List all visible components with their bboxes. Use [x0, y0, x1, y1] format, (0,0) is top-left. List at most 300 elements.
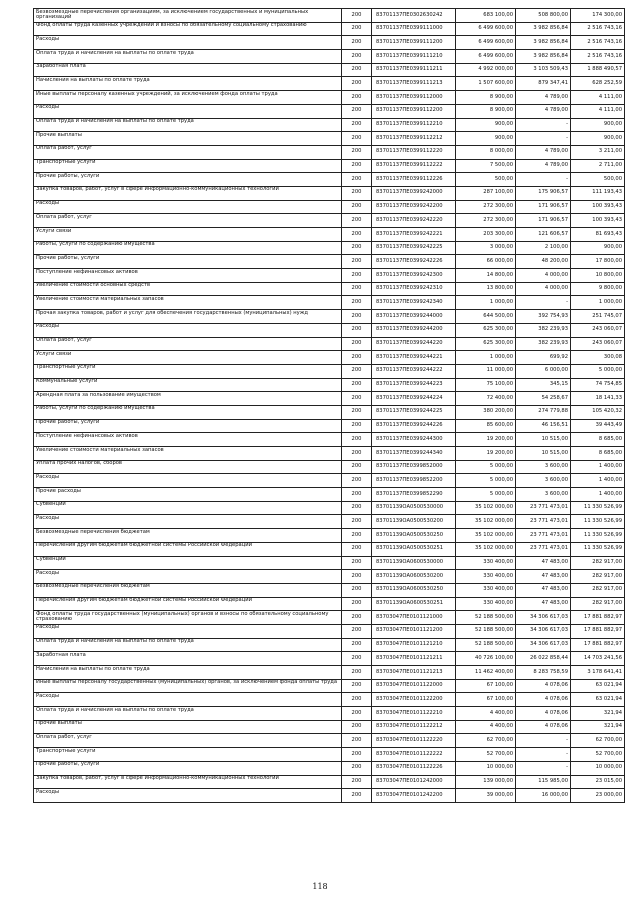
budget-classification-code-cell: 83703047ПЕ0101242000	[372, 775, 456, 789]
row-name-cell: Оплата работ, услуг	[34, 734, 342, 748]
table-row	[34, 460, 625, 474]
budget-classification-code-cell: 83701137ПЕ0399242300	[372, 269, 456, 283]
executed-amount-cell: 382 239,93	[516, 337, 571, 351]
line-code-cell: 200	[342, 761, 372, 775]
executed-amount-cell: 3 982 856,84	[516, 50, 571, 64]
approved-amount-cell: 8 000,00	[456, 145, 516, 159]
row-name-cell: Безвозмездные перечисления организациям, за исключением государственных и муниципальных организаций	[34, 9, 342, 23]
budget-classification-code-cell: 83701137ПЕ0399111210	[372, 50, 456, 64]
unexecuted-amount-cell: 251 745,07	[571, 310, 625, 324]
line-code-cell: 200	[342, 542, 372, 556]
table-row	[34, 9, 625, 23]
line-code-cell: 200	[342, 501, 372, 515]
line-code-cell: 200	[342, 91, 372, 105]
table-row	[34, 570, 625, 584]
unexecuted-amount-cell: 17 800,00	[571, 255, 625, 269]
approved-amount-cell: 72 400,00	[456, 392, 516, 406]
approved-amount-cell: 287 100,00	[456, 186, 516, 200]
table-row	[34, 118, 625, 132]
table-row	[34, 652, 625, 666]
row-name-cell: Поступление нефинансовых активов	[34, 433, 342, 447]
unexecuted-amount-cell: 17 881 882,97	[571, 638, 625, 652]
line-code-cell: 200	[342, 789, 372, 803]
approved-amount-cell: 8 900,00	[456, 104, 516, 118]
line-code-cell: 200	[342, 159, 372, 173]
approved-amount-cell: 1 000,00	[456, 351, 516, 365]
budget-classification-code-cell: 83701137ПЕ0399852200	[372, 474, 456, 488]
budget-classification-code-cell: 83701137ПЕ0399112212	[372, 132, 456, 146]
table-row	[34, 145, 625, 159]
table-row	[34, 364, 625, 378]
unexecuted-amount-cell: 1 400,00	[571, 488, 625, 502]
line-code-cell: 200	[342, 378, 372, 392]
approved-amount-cell: 380 200,00	[456, 405, 516, 419]
line-code-cell: 200	[342, 364, 372, 378]
table-row	[34, 734, 625, 748]
budget-classification-code-cell: 83703047ПЕ0101122210	[372, 707, 456, 721]
executed-amount-cell: 23 771 473,01	[516, 501, 571, 515]
unexecuted-amount-cell: 39 443,49	[571, 419, 625, 433]
executed-amount-cell: 345,15	[516, 378, 571, 392]
unexecuted-amount-cell: 10 000,00	[571, 761, 625, 775]
unexecuted-amount-cell: 17 881 882,97	[571, 624, 625, 638]
approved-amount-cell: 4 400,00	[456, 707, 516, 721]
table-row	[34, 173, 625, 187]
unexecuted-amount-cell: 243 060,07	[571, 323, 625, 337]
row-name-cell: Расходы	[34, 789, 342, 803]
unexecuted-amount-cell: 1 000,00	[571, 296, 625, 310]
line-code-cell: 200	[342, 707, 372, 721]
approved-amount-cell: 6 499 600,00	[456, 36, 516, 50]
executed-amount-cell: 16 000,00	[516, 789, 571, 803]
budget-classification-code-cell: 83701139ОА0500530250	[372, 529, 456, 543]
table-row	[34, 611, 625, 625]
row-name-cell: Перечисления другим бюджетам бюджетной системы Российской Федерации	[34, 542, 342, 556]
row-name-cell: Заработная плата	[34, 63, 342, 77]
row-name-cell: Закупка товаров, работ, услуг в сфере информационно-коммуникационных технологий	[34, 186, 342, 200]
budget-classification-code-cell: 83701139ОА0600530000	[372, 556, 456, 570]
table-row	[34, 255, 625, 269]
row-name-cell: Уплата прочих налогов, сборов	[34, 460, 342, 474]
executed-amount-cell: 4 078,06	[516, 707, 571, 721]
approved-amount-cell: 5 000,00	[456, 474, 516, 488]
executed-amount-cell: 392 754,93	[516, 310, 571, 324]
approved-amount-cell: 8 900,00	[456, 91, 516, 105]
row-name-cell: Расходы	[34, 693, 342, 707]
budget-classification-code-cell: 83701137ПЕ0399111000	[372, 22, 456, 36]
executed-amount-cell: 34 306 617,03	[516, 624, 571, 638]
approved-amount-cell: 67 100,00	[456, 679, 516, 693]
approved-amount-cell: 900,00	[456, 118, 516, 132]
approved-amount-cell: 4 992 000,00	[456, 63, 516, 77]
table-row	[34, 433, 625, 447]
unexecuted-amount-cell: 282 917,00	[571, 570, 625, 584]
line-code-cell: 200	[342, 351, 372, 365]
table-row	[34, 392, 625, 406]
line-code-cell: 200	[342, 529, 372, 543]
approved-amount-cell: 52 700,00	[456, 748, 516, 762]
executed-amount-cell: 47 483,00	[516, 570, 571, 584]
unexecuted-amount-cell: 62 700,00	[571, 734, 625, 748]
executed-amount-cell: 699,92	[516, 351, 571, 365]
table-row	[34, 693, 625, 707]
budget-classification-code-cell: 83701137ПЕ0399242220	[372, 214, 456, 228]
line-code-cell: 200	[342, 337, 372, 351]
table-row	[34, 132, 625, 146]
executed-amount-cell: 23 771 473,01	[516, 542, 571, 556]
line-code-cell: 200	[342, 200, 372, 214]
executed-amount-cell: 115 985,00	[516, 775, 571, 789]
row-name-cell: Услуги связи	[34, 228, 342, 242]
line-code-cell: 200	[342, 515, 372, 529]
table-row	[34, 447, 625, 461]
executed-amount-cell: 10 515,00	[516, 447, 571, 461]
row-name-cell: Начисления на выплаты по оплате труда	[34, 666, 342, 680]
approved-amount-cell: 644 500,00	[456, 310, 516, 324]
executed-amount-cell: 274 779,88	[516, 405, 571, 419]
budget-classification-code-cell: 83701137ПЕ0399244222	[372, 364, 456, 378]
unexecuted-amount-cell: 10 800,00	[571, 269, 625, 283]
row-name-cell: Безвозмездные перечисления бюджетам	[34, 583, 342, 597]
line-code-cell: 200	[342, 214, 372, 228]
row-name-cell: Оплата труда и начисления на выплаты по оплате труда	[34, 707, 342, 721]
unexecuted-amount-cell: 11 330 526,99	[571, 542, 625, 556]
executed-amount-cell: -	[516, 734, 571, 748]
unexecuted-amount-cell: 4 111,00	[571, 91, 625, 105]
budget-classification-code-cell: 83701137ПЕ0399244226	[372, 419, 456, 433]
unexecuted-amount-cell: 1 400,00	[571, 460, 625, 474]
row-name-cell: Расходы	[34, 474, 342, 488]
budget-classification-code-cell: 83703047ПЕ0101122212	[372, 720, 456, 734]
row-name-cell: Прочие работы, услуги	[34, 255, 342, 269]
executed-amount-cell: 3 600,00	[516, 474, 571, 488]
table-row	[34, 159, 625, 173]
executed-amount-cell: 879 347,41	[516, 77, 571, 91]
row-name-cell: Прочие выплаты	[34, 132, 342, 146]
unexecuted-amount-cell: 282 917,00	[571, 597, 625, 611]
table-row	[34, 419, 625, 433]
executed-amount-cell: 26 022 858,44	[516, 652, 571, 666]
budget-classification-code-cell: 83701137ПЕ0399112000	[372, 91, 456, 105]
approved-amount-cell: 330 400,00	[456, 556, 516, 570]
row-name-cell: Расходы	[34, 323, 342, 337]
line-code-cell: 200	[342, 693, 372, 707]
table-row	[34, 186, 625, 200]
line-code-cell: 200	[342, 419, 372, 433]
approved-amount-cell: 330 400,00	[456, 570, 516, 584]
unexecuted-amount-cell: 2 711,00	[571, 159, 625, 173]
approved-amount-cell: 75 100,00	[456, 378, 516, 392]
line-code-cell: 200	[342, 77, 372, 91]
line-code-cell: 200	[342, 241, 372, 255]
table-row	[34, 378, 625, 392]
row-name-cell: Транспортные услуги	[34, 364, 342, 378]
row-name-cell: Субвенции	[34, 501, 342, 515]
unexecuted-amount-cell: 11 330 526,99	[571, 501, 625, 515]
approved-amount-cell: 10 000,00	[456, 761, 516, 775]
line-code-cell: 200	[342, 474, 372, 488]
executed-amount-cell: 508 800,00	[516, 9, 571, 23]
table-row	[34, 748, 625, 762]
unexecuted-amount-cell: 1 400,00	[571, 474, 625, 488]
line-code-cell: 200	[342, 50, 372, 64]
unexecuted-amount-cell: 2 516 743,16	[571, 50, 625, 64]
table-row	[34, 488, 625, 502]
unexecuted-amount-cell: 81 693,43	[571, 228, 625, 242]
unexecuted-amount-cell: 8 685,00	[571, 447, 625, 461]
unexecuted-amount-cell: 900,00	[571, 132, 625, 146]
row-name-cell: Прочая закупка товаров, работ и услуг для обеспечения государственных (муниципальных) нужд	[34, 310, 342, 324]
row-name-cell: Работы, услуги по содержанию имущества	[34, 405, 342, 419]
unexecuted-amount-cell: 11 330 526,99	[571, 515, 625, 529]
budget-classification-code-cell: 83701137ПЕ0399111213	[372, 77, 456, 91]
approved-amount-cell: 900,00	[456, 132, 516, 146]
line-code-cell: 200	[342, 488, 372, 502]
row-name-cell: Начисления на выплаты по оплате труда	[34, 77, 342, 91]
approved-amount-cell: 139 000,00	[456, 775, 516, 789]
line-code-cell: 200	[342, 63, 372, 77]
budget-classification-code-cell: 83701137ПЕ0399244224	[372, 392, 456, 406]
table-row	[34, 474, 625, 488]
line-code-cell: 200	[342, 9, 372, 23]
row-name-cell: Безвозмездные перечисления бюджетам	[34, 529, 342, 543]
executed-amount-cell: 3 103 509,43	[516, 63, 571, 77]
line-code-cell: 200	[342, 323, 372, 337]
approved-amount-cell: 5 000,00	[456, 488, 516, 502]
unexecuted-amount-cell: 2 516 743,16	[571, 22, 625, 36]
row-name-cell: Оплата труда и начисления на выплаты по оплате труда	[34, 50, 342, 64]
budget-classification-code-cell: 83701139ОА0500530251	[372, 542, 456, 556]
budget-classification-code-cell: 83701137ПЕ0399244200	[372, 323, 456, 337]
executed-amount-cell: 4 789,00	[516, 159, 571, 173]
unexecuted-amount-cell: 174 300,00	[571, 9, 625, 23]
table-row	[34, 624, 625, 638]
line-code-cell: 200	[342, 132, 372, 146]
row-name-cell: Заработная плата	[34, 652, 342, 666]
row-name-cell: Оплата работ, услуг	[34, 214, 342, 228]
executed-amount-cell: 3 600,00	[516, 460, 571, 474]
unexecuted-amount-cell: 23 015,00	[571, 775, 625, 789]
executed-amount-cell: 23 771 473,01	[516, 515, 571, 529]
table-row	[34, 296, 625, 310]
table-row	[34, 63, 625, 77]
row-name-cell: Субвенции	[34, 556, 342, 570]
approved-amount-cell: 85 600,00	[456, 419, 516, 433]
row-name-cell: Услуги связи	[34, 351, 342, 365]
budget-classification-code-cell: 83703047ПЕ0101122222	[372, 748, 456, 762]
line-code-cell: 200	[342, 652, 372, 666]
executed-amount-cell: -	[516, 761, 571, 775]
line-code-cell: 200	[342, 638, 372, 652]
table-row	[34, 351, 625, 365]
budget-classification-code-cell: 83701137ПЕ0399111211	[372, 63, 456, 77]
unexecuted-amount-cell: 14 703 241,56	[571, 652, 625, 666]
approved-amount-cell: 35 102 000,00	[456, 529, 516, 543]
approved-amount-cell: 14 800,00	[456, 269, 516, 283]
budget-classification-code-cell: 83701139ОА0600530200	[372, 570, 456, 584]
budget-classification-code-cell: 83703047ПЕ0101122226	[372, 761, 456, 775]
budget-classification-code-cell: 83701137ПЕ0399244220	[372, 337, 456, 351]
executed-amount-cell: 4 000,00	[516, 269, 571, 283]
budget-classification-code-cell: 83701137ПЕ0302630242	[372, 9, 456, 23]
budget-classification-code-cell: 83703047ПЕ0101122200	[372, 693, 456, 707]
approved-amount-cell: 40 726 100,00	[456, 652, 516, 666]
table-row	[34, 707, 625, 721]
executed-amount-cell: 34 306 617,03	[516, 638, 571, 652]
budget-classification-code-cell: 83701137ПЕ0399244300	[372, 433, 456, 447]
unexecuted-amount-cell: 63 021,94	[571, 679, 625, 693]
budget-classification-code-cell: 83701137ПЕ0399111200	[372, 36, 456, 50]
unexecuted-amount-cell: 11 330 526,99	[571, 529, 625, 543]
line-code-cell: 200	[342, 296, 372, 310]
approved-amount-cell: 35 102 000,00	[456, 501, 516, 515]
budget-classification-code-cell: 83701137ПЕ0399244223	[372, 378, 456, 392]
row-name-cell: Оплата работ, услуг	[34, 145, 342, 159]
budget-classification-code-cell: 83701137ПЕ0399242225	[372, 241, 456, 255]
budget-execution-table	[33, 8, 625, 803]
unexecuted-amount-cell: 18 141,33	[571, 392, 625, 406]
line-code-cell: 200	[342, 775, 372, 789]
table-row	[34, 91, 625, 105]
row-name-cell: Фонд оплаты труда казенных учреждений и взносы по обязательному социальному страхованию	[34, 22, 342, 36]
approved-amount-cell: 11 462 400,00	[456, 666, 516, 680]
table-row	[34, 556, 625, 570]
table-row	[34, 200, 625, 214]
approved-amount-cell: 35 102 000,00	[456, 542, 516, 556]
line-code-cell: 200	[342, 310, 372, 324]
approved-amount-cell: 66 000,00	[456, 255, 516, 269]
budget-classification-code-cell: 83701139ОА0600530250	[372, 583, 456, 597]
row-name-cell: Прочие расходы	[34, 488, 342, 502]
line-code-cell: 200	[342, 392, 372, 406]
approved-amount-cell: 683 100,00	[456, 9, 516, 23]
budget-classification-code-cell: 83701139ОА0600530251	[372, 597, 456, 611]
executed-amount-cell: 4 078,06	[516, 679, 571, 693]
executed-amount-cell: -	[516, 748, 571, 762]
table-row	[34, 323, 625, 337]
approved-amount-cell: 625 300,00	[456, 323, 516, 337]
budget-classification-code-cell: 83701137ПЕ0399242200	[372, 200, 456, 214]
line-code-cell: 200	[342, 666, 372, 680]
unexecuted-amount-cell: 52 700,00	[571, 748, 625, 762]
line-code-cell: 200	[342, 145, 372, 159]
table-row	[34, 282, 625, 296]
budget-classification-code-cell: 83701137ПЕ0399112210	[372, 118, 456, 132]
approved-amount-cell: 39 000,00	[456, 789, 516, 803]
approved-amount-cell: 500,00	[456, 173, 516, 187]
approved-amount-cell: 52 188 500,00	[456, 624, 516, 638]
approved-amount-cell: 52 188 500,00	[456, 611, 516, 625]
executed-amount-cell: 3 600,00	[516, 488, 571, 502]
row-name-cell: Коммунальные услуги	[34, 378, 342, 392]
line-code-cell: 200	[342, 186, 372, 200]
budget-classification-code-cell: 83701137ПЕ0399244340	[372, 447, 456, 461]
executed-amount-cell: 3 982 856,84	[516, 36, 571, 50]
table-row	[34, 638, 625, 652]
executed-amount-cell: 382 239,93	[516, 323, 571, 337]
line-code-cell: 200	[342, 269, 372, 283]
table-row	[34, 228, 625, 242]
approved-amount-cell: 4 400,00	[456, 720, 516, 734]
row-name-cell: Работы, услуги по содержанию имущества	[34, 241, 342, 255]
table-row	[34, 405, 625, 419]
budget-classification-code-cell: 83703047ПЕ0101121000	[372, 611, 456, 625]
approved-amount-cell: 52 188 500,00	[456, 638, 516, 652]
row-name-cell: Перечисления другим бюджетам бюджетной системы Российской Федерации	[34, 597, 342, 611]
row-name-cell: Расходы	[34, 570, 342, 584]
table-row	[34, 789, 625, 803]
unexecuted-amount-cell: 9 800,00	[571, 282, 625, 296]
row-name-cell: Прочие работы, услуги	[34, 761, 342, 775]
line-code-cell: 200	[342, 624, 372, 638]
budget-classification-code-cell: 83701137ПЕ0399244225	[372, 405, 456, 419]
unexecuted-amount-cell: 500,00	[571, 173, 625, 187]
executed-amount-cell: 6 000,00	[516, 364, 571, 378]
budget-classification-code-cell: 83701137ПЕ0399242340	[372, 296, 456, 310]
approved-amount-cell: 330 400,00	[456, 597, 516, 611]
row-name-cell: Прочие работы, услуги	[34, 173, 342, 187]
unexecuted-amount-cell: 23 000,00	[571, 789, 625, 803]
approved-amount-cell: 19 200,00	[456, 433, 516, 447]
budget-classification-code-cell: 83701137ПЕ0399242221	[372, 228, 456, 242]
executed-amount-cell: 8 283 758,59	[516, 666, 571, 680]
executed-amount-cell: 46 156,51	[516, 419, 571, 433]
approved-amount-cell: 11 000,00	[456, 364, 516, 378]
unexecuted-amount-cell: 321,94	[571, 720, 625, 734]
budget-classification-code-cell: 83701137ПЕ0399244221	[372, 351, 456, 365]
line-code-cell: 200	[342, 734, 372, 748]
unexecuted-amount-cell: 2 516 743,16	[571, 36, 625, 50]
table-row	[34, 214, 625, 228]
budget-classification-code-cell: 83701137ПЕ0399242226	[372, 255, 456, 269]
executed-amount-cell: -	[516, 118, 571, 132]
budget-classification-code-cell: 83701137ПЕ0399852290	[372, 488, 456, 502]
row-name-cell: Оплата работ, услуг	[34, 337, 342, 351]
approved-amount-cell: 7 500,00	[456, 159, 516, 173]
approved-amount-cell: 3 000,00	[456, 241, 516, 255]
row-name-cell: Прочие выплаты	[34, 720, 342, 734]
budget-classification-code-cell: 83701137ПЕ0399244000	[372, 310, 456, 324]
unexecuted-amount-cell: 100 393,43	[571, 214, 625, 228]
unexecuted-amount-cell: 300,08	[571, 351, 625, 365]
approved-amount-cell: 272 300,00	[456, 200, 516, 214]
row-name-cell: Увеличение стоимости материальных запасов	[34, 447, 342, 461]
approved-amount-cell: 6 499 600,00	[456, 50, 516, 64]
approved-amount-cell: 203 300,00	[456, 228, 516, 242]
budget-classification-code-cell: 83703047ПЕ0101121211	[372, 652, 456, 666]
executed-amount-cell: 171 906,57	[516, 200, 571, 214]
table-row	[34, 310, 625, 324]
executed-amount-cell: -	[516, 132, 571, 146]
budget-classification-code-cell: 83701137ПЕ0399242310	[372, 282, 456, 296]
approved-amount-cell: 625 300,00	[456, 337, 516, 351]
table-row	[34, 720, 625, 734]
table-row	[34, 583, 625, 597]
table-row	[34, 337, 625, 351]
row-name-cell: Транспортные услуги	[34, 159, 342, 173]
unexecuted-amount-cell: 900,00	[571, 118, 625, 132]
line-code-cell: 200	[342, 447, 372, 461]
approved-amount-cell: 13 800,00	[456, 282, 516, 296]
row-name-cell: Закупка товаров, работ, услуг в сфере информационно-коммуникационных технологий	[34, 775, 342, 789]
budget-classification-code-cell: 83701137ПЕ0399112222	[372, 159, 456, 173]
line-code-cell: 200	[342, 570, 372, 584]
unexecuted-amount-cell: 4 111,00	[571, 104, 625, 118]
table-row	[34, 775, 625, 789]
executed-amount-cell: 48 200,00	[516, 255, 571, 269]
unexecuted-amount-cell: 243 060,07	[571, 337, 625, 351]
executed-amount-cell: 2 100,00	[516, 241, 571, 255]
